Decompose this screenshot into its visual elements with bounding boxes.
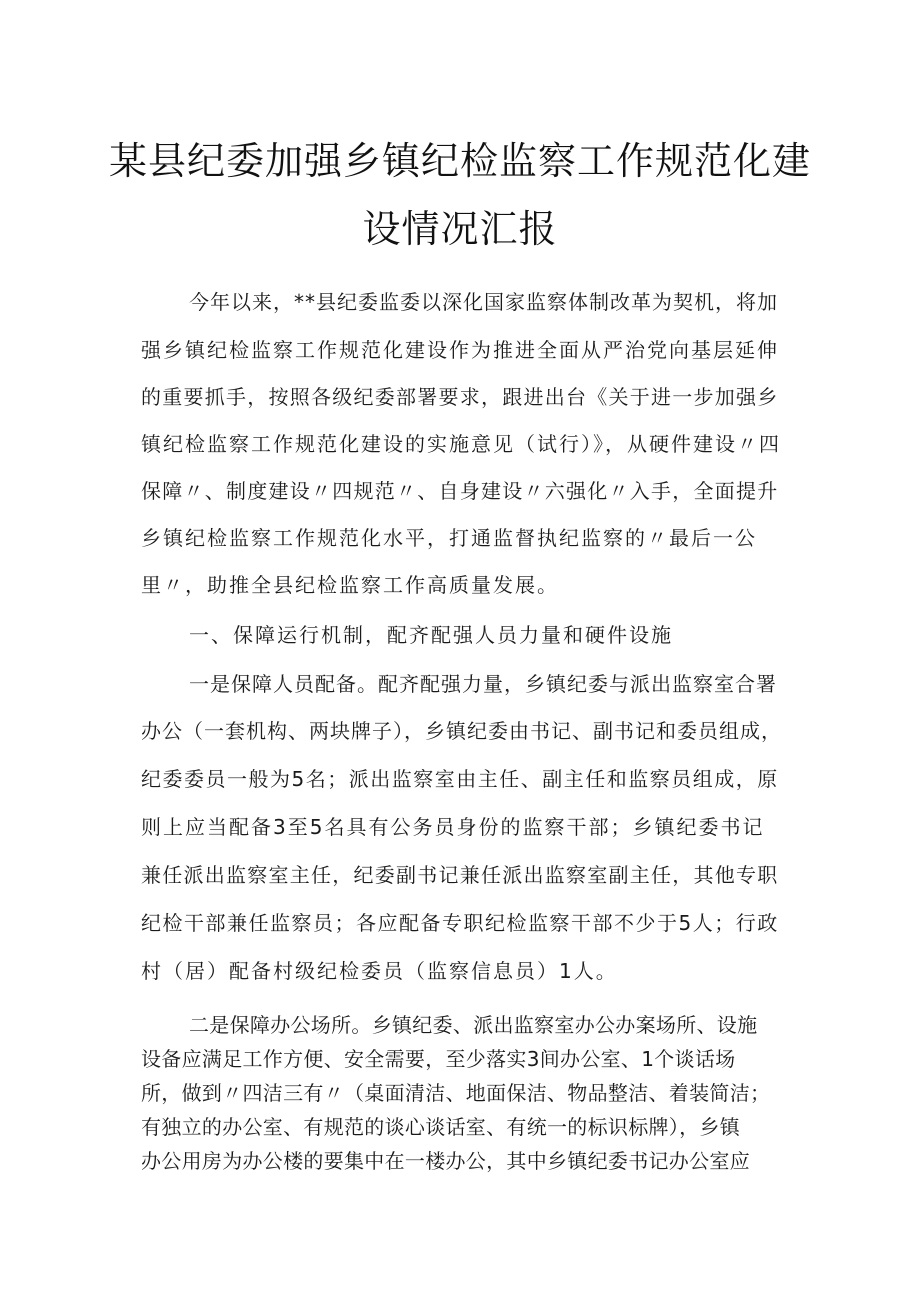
paragraph-1-line-4: 镇纪检监察工作规范化建设的实施意见（试行）》，从硬件建设〃四: [141, 432, 781, 456]
paragraph-4-line-2: 设备应满足工作方便、安全需要，至少落实3间办公室、1个谈话场: [141, 1047, 736, 1071]
paragraph-4-line-5: 办公用房为办公楼的要集中在一楼办公，其中乡镇纪委书记办公室应: [141, 1149, 750, 1173]
paragraph-3-line-6: 纪检干部兼任监察员；各应配备专职纪检监察干部不少于5人；行政: [141, 911, 779, 935]
paragraph-1-line-2: 强乡镇纪检监察工作规范化建设作为推进全面从严治党向基层延伸: [141, 338, 779, 362]
paragraph-3-line-2: 办公（一套机构、两块牌子），乡镇纪委由书记、副书记和委员组成，: [141, 719, 782, 743]
paragraph-1-line-3: 的重要抓手，按照各级纪委部署要求，跟进出台《关于进一步加强乡: [141, 385, 779, 409]
paragraph-3-line-1: 一是保障人员配备。配齐配强力量，乡镇纪委与派出监察室合署: [189, 672, 777, 696]
section-heading-1: 一、保障运行机制，配齐配强人员力量和硬件设施: [189, 623, 673, 647]
paragraph-3-line-4: 则上应当配备3至5名具有公务员身份的监察干部；乡镇纪委书记: [141, 815, 765, 839]
paragraph-1-line-7: 里〃，助推全县纪检监察工作高质量发展。: [141, 573, 559, 597]
document-title-line-1: 某县纪委加强乡镇纪检监察工作规范化建: [108, 139, 811, 183]
paragraph-4-line-4: 有独立的办公室、有规范的谈心谈话室、有统一的标识标牌），乡镇: [141, 1115, 740, 1139]
paragraph-4-line-1: 二是保障办公场所。乡镇纪委、派出监察室办公办案场所、设施: [189, 1013, 758, 1037]
paragraph-3-line-3: 纪委委员一般为5名；派出监察室由主任、副主任和监察员组成，原: [141, 767, 779, 791]
paragraph-3-line-7: 村（居）配备村级纪检委员（监察信息员）1人。: [141, 959, 618, 983]
paragraph-1-line-6: 乡镇纪检监察工作规范化水平，打通监督执纪监察的〃最后一公: [141, 526, 757, 550]
paragraph-3-line-5: 兼任派出监察室主任，纪委副书记兼任派出监察室副主任，其他专职: [141, 863, 779, 887]
paragraph-1-line-5: 保障〃、制度建设〃四规范〃、自身建设〃六强化〃入手，全面提升: [141, 479, 779, 503]
paragraph-1-line-1: 今年以来，**县纪委监委以深化国家监察体制改革为契机，将加: [189, 290, 778, 314]
document-title-line-2: 设情况汇报: [362, 207, 558, 251]
paragraph-4-line-3: 所，做到〃四洁三有〃（桌面清洁、地面保洁、物品整洁、着装简洁；: [141, 1081, 771, 1105]
